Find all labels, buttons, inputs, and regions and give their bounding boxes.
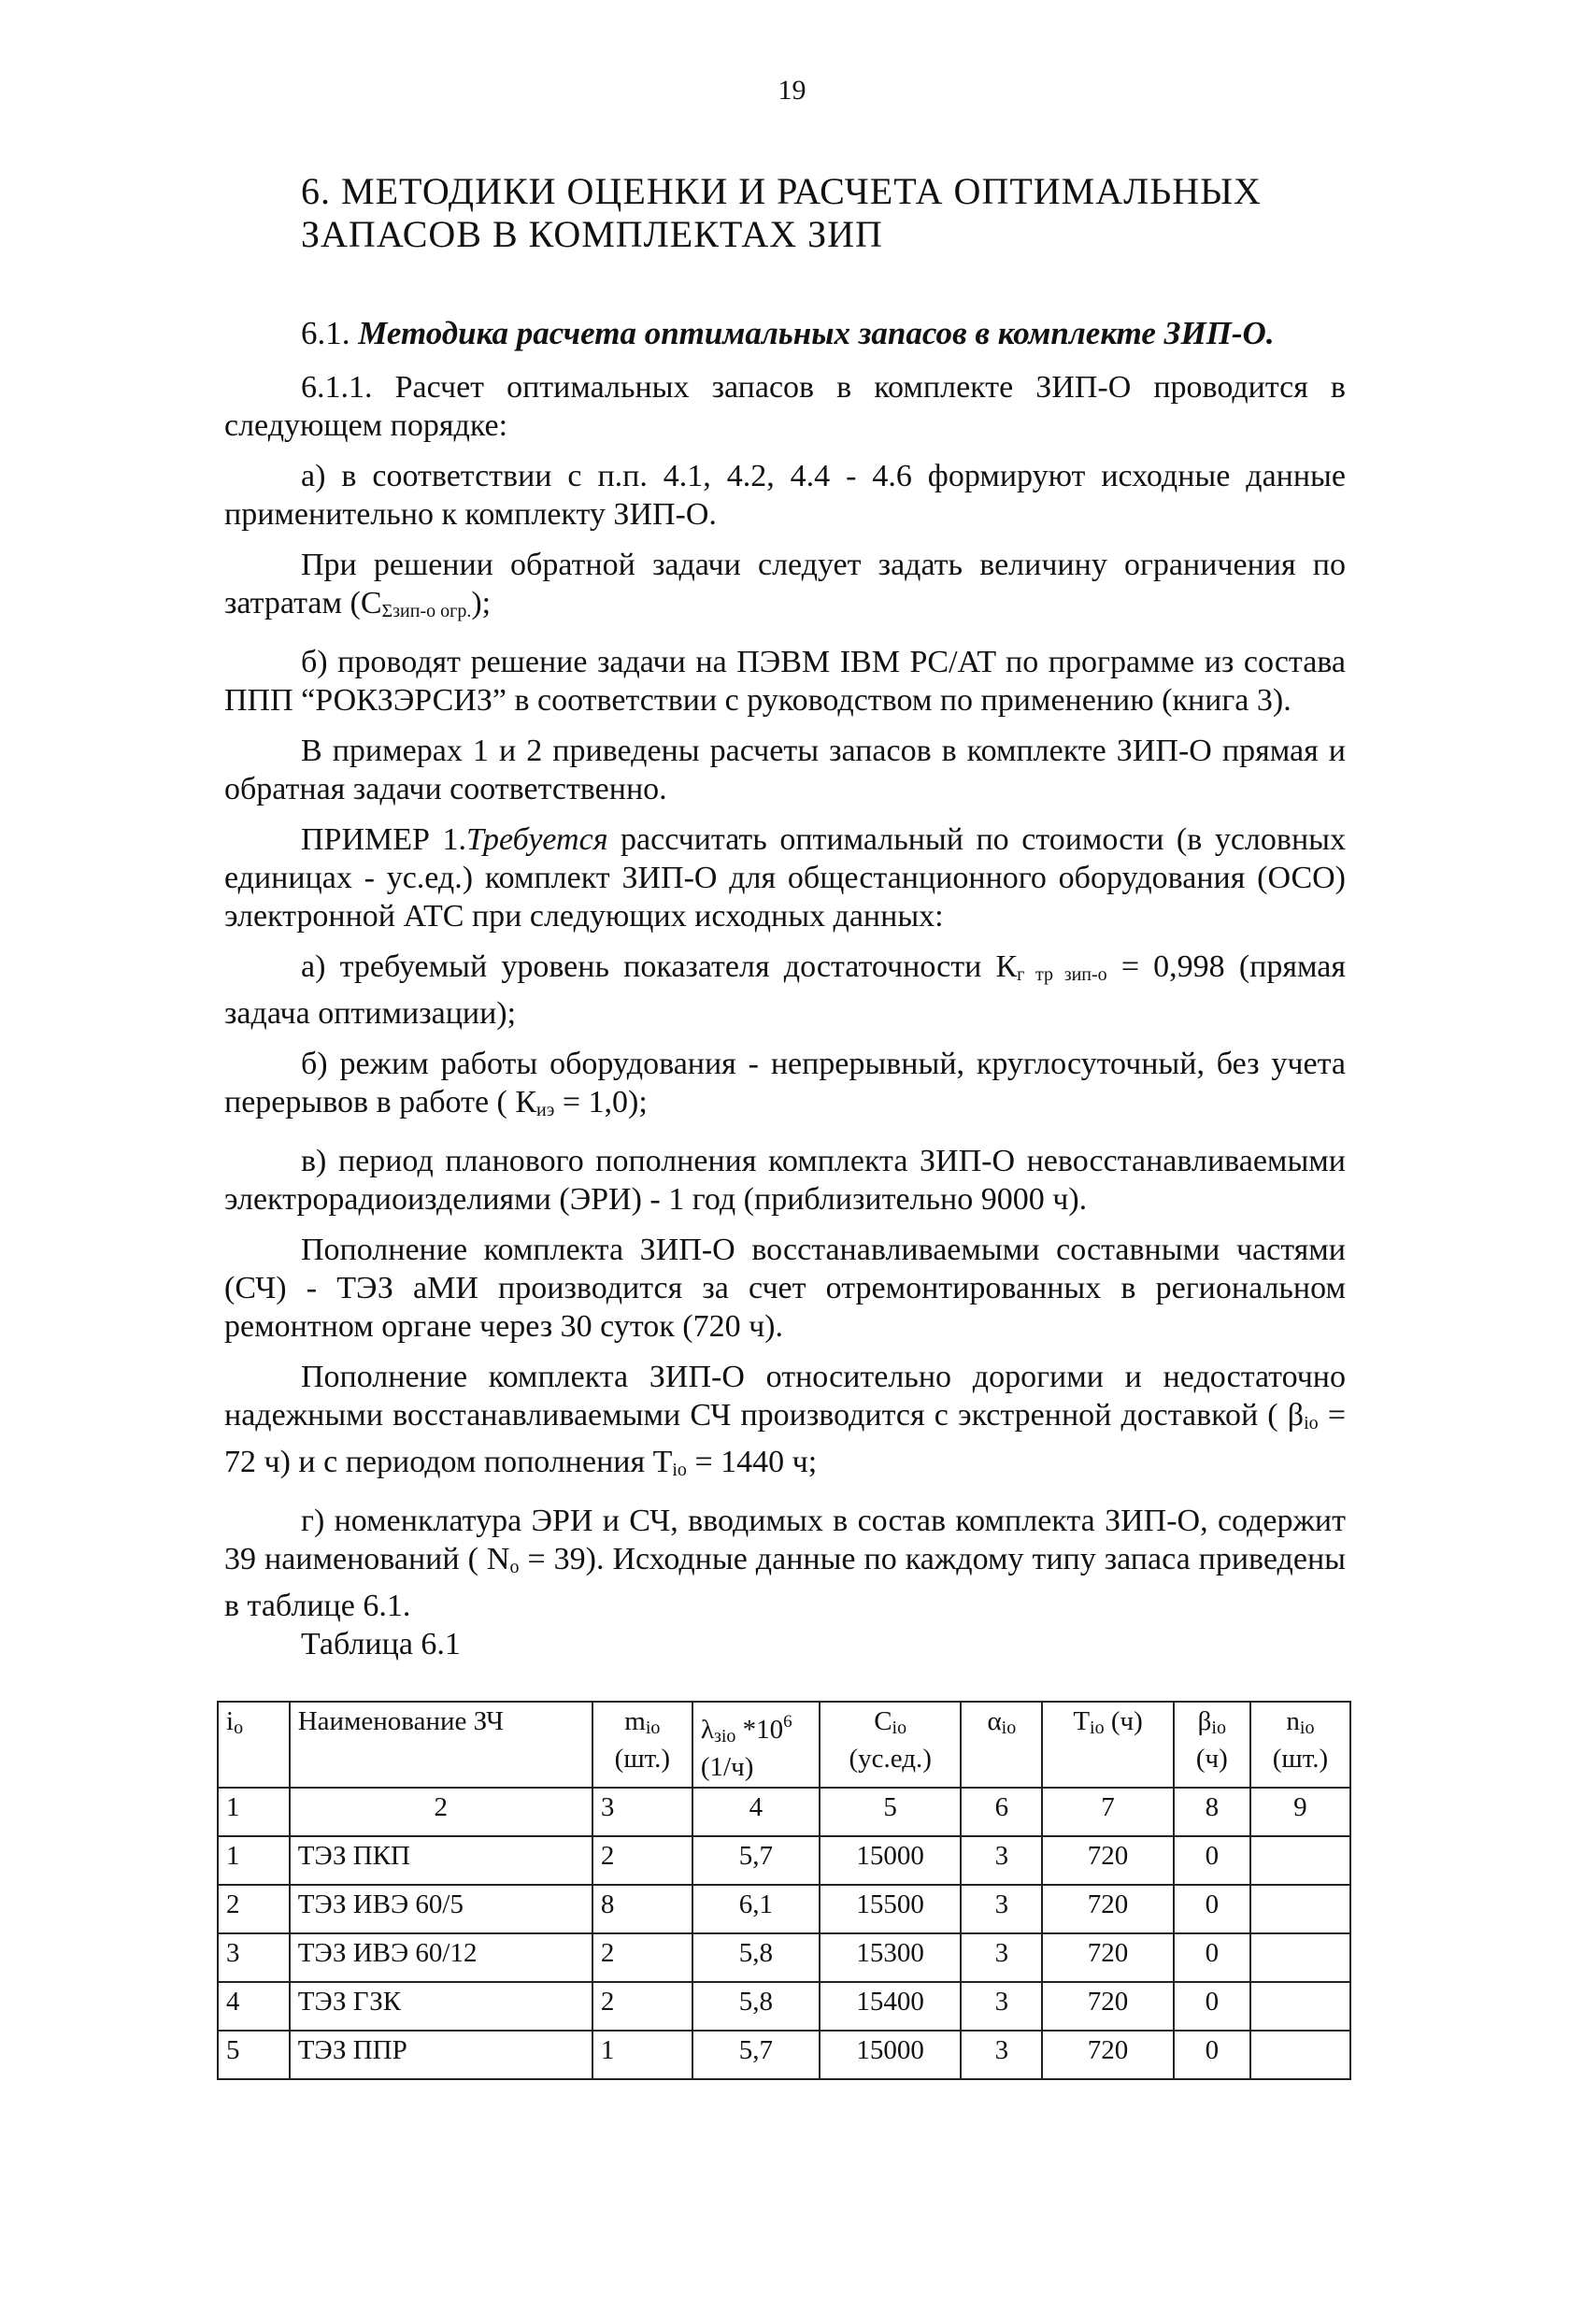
paragraph-11-subscript-2: io — [672, 1460, 687, 1480]
index-cell: 7 — [1042, 1788, 1174, 1836]
cell-t: 720 — [1042, 2031, 1174, 2079]
cell-lambda: 6,1 — [692, 1885, 820, 1933]
header-n-unit: (шт.) — [1272, 1744, 1329, 1774]
header-cost-subscript: io — [892, 1718, 907, 1738]
table-caption: Таблица 6.1 — [301, 1627, 461, 1661]
cell-cost: 15300 — [820, 1933, 962, 1982]
header-alpha — [961, 1702, 1042, 1788]
paragraph-8 — [224, 1045, 1346, 1130]
cell-m: 8 — [592, 1885, 692, 1933]
cell-index: 1 — [218, 1836, 290, 1885]
table-index-row — [218, 1788, 1350, 1836]
index-cell: 6 — [961, 1788, 1042, 1836]
paragraph-8-end: = 1,0); — [554, 1085, 648, 1119]
paragraph-5: В примерах 1 и 2 приведены расчеты запасов в комплекте ЗИП-О прямая и обратная задачи соответственно. — [224, 734, 1346, 806]
cell-beta: 0 — [1174, 1836, 1250, 1885]
header-cost-symbol: C — [874, 1706, 892, 1736]
cell-name: ТЭЗ ИВЭ 60/5 — [290, 1885, 592, 1933]
cell-lambda: 5,8 — [692, 1933, 820, 1982]
paragraph-8-text: б) режим работы оборудования - непрерывный, круглосуточный, без учета перерывов в работе ( К — [224, 1047, 1346, 1119]
subsection-heading — [301, 314, 1357, 353]
index-cell: 3 — [592, 1788, 692, 1836]
paragraph-7 — [224, 948, 1346, 1033]
cell-name: ТЭЗ ППР — [290, 2031, 592, 2079]
cell-t: 720 — [1042, 1933, 1174, 1982]
subsection-number: 6.1. — [301, 315, 350, 351]
cell-index: 4 — [218, 1982, 290, 2031]
header-lambda-symbol: λ — [700, 1715, 714, 1745]
cell-m: 2 — [592, 1836, 692, 1885]
table-row — [218, 1982, 1350, 2031]
cell-alpha: 3 — [961, 1933, 1042, 1982]
cell-m: 2 — [592, 1933, 692, 1982]
cell-beta: 0 — [1174, 2031, 1250, 2079]
body-text — [224, 368, 1346, 1663]
cell-beta: 0 — [1174, 1885, 1250, 1933]
header-alpha-subscript: io — [1001, 1718, 1017, 1738]
header-t-symbol: T — [1073, 1706, 1091, 1736]
header-m — [592, 1702, 692, 1788]
paragraph-7-subscript: г тр зип-о — [1017, 964, 1107, 985]
paragraph-11-mid: = 72 ч) и с периодом пополнения T — [224, 1398, 1346, 1479]
header-index — [218, 1702, 290, 1788]
subsection-title: Методика расчета оптимальных запасов в комплекте ЗИП-О. — [358, 315, 1275, 351]
cell-lambda: 5,7 — [692, 1836, 820, 1885]
cell-t: 720 — [1042, 1982, 1174, 2031]
cell-lambda: 5,7 — [692, 2031, 820, 2079]
paragraph-9: в) период планового пополнения комплекта ЗИП-О невосстанавливаемыми электрорадиоизделиями (ЭРИ) - 1 год (приблизительно 9000 ч). — [224, 1144, 1346, 1217]
header-beta-subscript: io — [1211, 1718, 1226, 1738]
header-index-symbol: i — [226, 1706, 235, 1736]
cell-index: 5 — [218, 2031, 290, 2079]
example-label: ПРИМЕР 1. — [301, 822, 466, 857]
cell-m: 1 — [592, 2031, 692, 2079]
cell-n — [1250, 1933, 1350, 1982]
paragraph-11-text: Пополнение комплекта ЗИП-О относительно дорогими и недостаточно надежными восстанавливаемыми СЧ производится с экстренной доставкой ( β — [224, 1360, 1346, 1433]
paragraph-6 — [224, 820, 1346, 935]
paragraph-7-end: = 0,998 (прямая задача оптимизации); — [224, 949, 1347, 1031]
paragraph-4: б) проводят решение задачи на ПЭВМ IBM PC/AT по программе из состава ППП “РОКЗЭРСИЗ” в соответствии с руководством по применению (книга 3). — [224, 645, 1346, 718]
table-row — [218, 1836, 1350, 1885]
header-beta — [1174, 1702, 1250, 1788]
page-number: 19 — [778, 75, 806, 106]
header-lambda-multiplier: *10 — [735, 1715, 784, 1745]
cell-name: ТЭЗ ПКП — [290, 1836, 592, 1885]
section-heading-line-1: 6. МЕТОДИКИ ОЦЕНКИ И РАСЧЕТА ОПТИМАЛЬНЫХ — [301, 170, 1262, 212]
cell-lambda: 5,8 — [692, 1982, 820, 2031]
cell-beta: 0 — [1174, 1982, 1250, 2031]
header-m-subscript: io — [645, 1718, 661, 1738]
example-verb: Требуется — [465, 822, 608, 857]
section-heading — [301, 170, 1366, 256]
header-beta-symbol: β — [1197, 1706, 1212, 1736]
index-cell: 1 — [218, 1788, 290, 1836]
header-lambda-unit: (1/ч) — [700, 1752, 754, 1782]
cell-index: 2 — [218, 1885, 290, 1933]
header-cost-unit: (ус.ед.) — [849, 1744, 932, 1774]
header-lambda-subscript: зio — [713, 1726, 736, 1747]
cell-n — [1250, 1982, 1350, 2031]
paragraph-2: а) в соответствии с п.п. 4.1, 4.2, 4.4 - 4.6 формируют исходные данные применительно к комплекту ЗИП-О. — [224, 459, 1346, 532]
cell-alpha: 3 — [961, 1836, 1042, 1885]
header-index-subscript: o — [234, 1718, 244, 1738]
header-beta-unit: (ч) — [1195, 1744, 1228, 1774]
index-cell: 2 — [290, 1788, 592, 1836]
header-m-symbol: m — [624, 1706, 646, 1736]
paragraph-3-end: ); — [471, 586, 492, 620]
paragraph-11-end: = 1440 ч; — [686, 1445, 818, 1479]
cell-t: 720 — [1042, 1885, 1174, 1933]
index-cell: 4 — [692, 1788, 820, 1836]
paragraph-7-text: а) требуемый уровень показателя достаточности К — [301, 949, 1018, 984]
section-heading-line-2: ЗАПАСОВ В КОМПЛЕКТАХ ЗИП — [301, 213, 883, 255]
table-row — [218, 1885, 1350, 1933]
cell-alpha: 3 — [961, 1982, 1042, 2031]
header-t-unit: (ч) — [1104, 1706, 1143, 1736]
index-cell: 9 — [1250, 1788, 1350, 1836]
cell-m: 2 — [592, 1982, 692, 2031]
header-alpha-symbol: α — [987, 1706, 1002, 1736]
paragraph-10: Пополнение комплекта ЗИП-О восстанавливаемыми составными частями (СЧ) - ТЭЗ аМИ производится за счет отремонтированных в региональном ремонтном органе через 30 суток (720 ч). — [224, 1233, 1346, 1344]
cell-cost: 15000 — [820, 2031, 962, 2079]
header-n-symbol: n — [1286, 1706, 1300, 1736]
header-n-subscript: io — [1299, 1718, 1315, 1738]
paragraph-3 — [224, 546, 1346, 631]
paragraph-12-text: г) номенклатура ЭРИ и СЧ, вводимых в состав комплекта ЗИП-О, содержит 39 наименований ( N — [224, 1504, 1346, 1576]
cell-name: ТЭЗ ИВЭ 60/12 — [290, 1933, 592, 1982]
header-lambda-exponent: 6 — [783, 1712, 792, 1732]
paragraph-1: 6.1.1. Расчет оптимальных запасов в комплекте ЗИП-О проводится в следующем порядке: — [224, 370, 1346, 443]
header-m-unit: (шт.) — [614, 1744, 671, 1774]
paragraph-3-subscript: Σзип-о огр. — [381, 601, 472, 621]
header-lambda — [692, 1702, 820, 1788]
table-header-row — [218, 1702, 1350, 1788]
header-t — [1042, 1702, 1174, 1788]
cell-beta: 0 — [1174, 1933, 1250, 1982]
header-t-subscript: io — [1090, 1718, 1105, 1738]
cell-n — [1250, 2031, 1350, 2079]
paragraph-12-end: = 39). Исходные данные по каждому типу запаса приведены в таблице 6.1. — [224, 1542, 1346, 1623]
cell-n — [1250, 1885, 1350, 1933]
index-cell: 8 — [1174, 1788, 1250, 1836]
paragraph-11 — [224, 1358, 1346, 1490]
table-row — [218, 2031, 1350, 2079]
header-cost — [820, 1702, 962, 1788]
cell-alpha: 3 — [961, 2031, 1042, 2079]
cell-alpha: 3 — [961, 1885, 1042, 1933]
cell-t: 720 — [1042, 1836, 1174, 1885]
table-row — [218, 1933, 1350, 1982]
header-name: Наименование ЗЧ — [290, 1702, 592, 1788]
paragraph-11-subscript-1: io — [1304, 1413, 1319, 1433]
paragraph-8-subscript: иэ — [536, 1100, 555, 1120]
index-cell: 5 — [820, 1788, 962, 1836]
paragraph-12-subscript: o — [509, 1557, 520, 1577]
paragraph-12 — [224, 1502, 1346, 1625]
header-n — [1250, 1702, 1350, 1788]
data-table — [217, 1701, 1351, 2080]
cell-cost: 15500 — [820, 1885, 962, 1933]
cell-cost: 15400 — [820, 1982, 962, 2031]
cell-n — [1250, 1836, 1350, 1885]
paragraph-6-text: рассчитать оптимальный по стоимости (в условных единицах - ус.ед.) комплект ЗИП-О для общестанционного оборудования (ОСО) электронной АТС при следующих исходных данных: — [224, 822, 1346, 934]
cell-cost: 15000 — [820, 1836, 962, 1885]
cell-name: ТЭЗ ГЗК — [290, 1982, 592, 2031]
cell-index: 3 — [218, 1933, 290, 1982]
paragraph-3-text: При решении обратной задачи следует задать величину ограничения по затратам (С — [224, 548, 1346, 620]
